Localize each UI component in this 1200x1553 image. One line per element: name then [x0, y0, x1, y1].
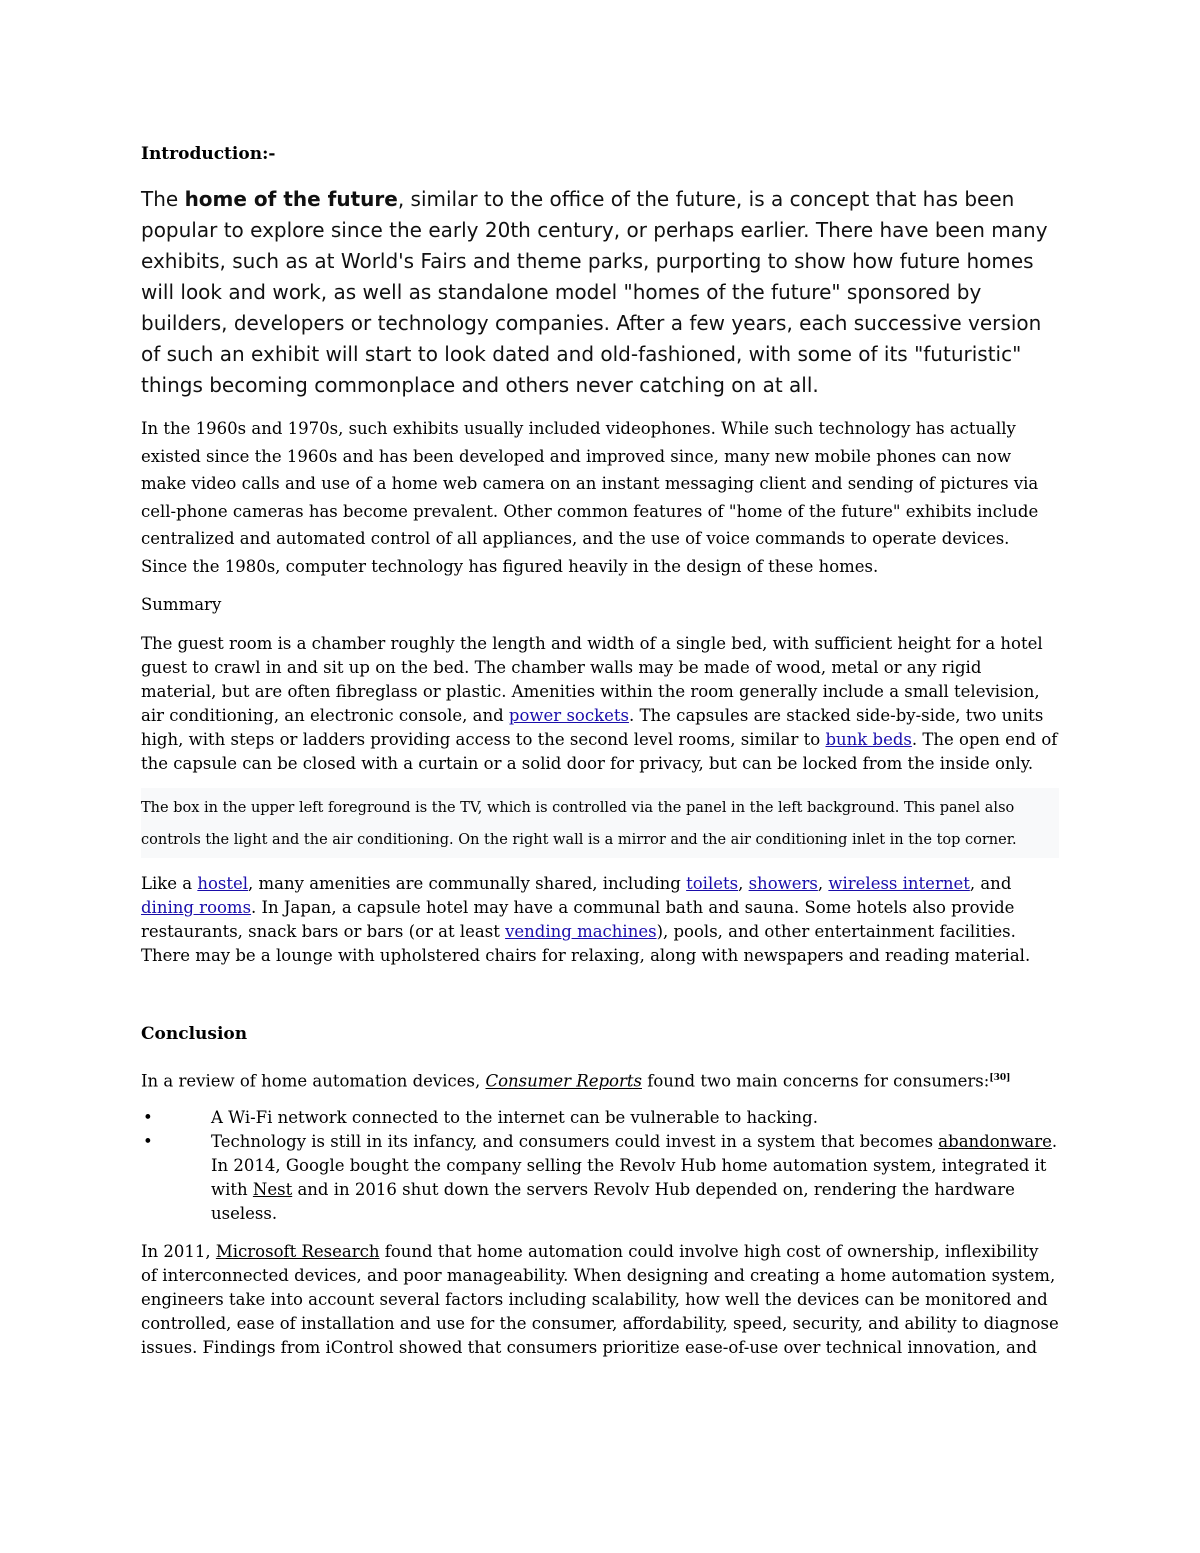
- amenities-text-4: ,: [817, 874, 829, 893]
- wireless-internet-link[interactable]: wireless internet: [828, 874, 970, 893]
- microsoft-research-link[interactable]: Microsoft Research: [215, 1241, 380, 1261]
- document-page: [141, 140, 1059, 1360]
- lead-text-2: found two main concerns for consumers:: [641, 1071, 990, 1091]
- concern-infancy-text-1: Technology is still in its infancy, and consumers could invest in a system that becomes: [211, 1131, 939, 1151]
- list-item: [141, 1130, 1059, 1226]
- amenities-text-1: Like a: [141, 874, 198, 893]
- amenities-paragraph: [141, 872, 1059, 968]
- introduction-heading: Introduction:-: [141, 144, 276, 164]
- amenities-text-6: . In Japan, a capsule hotel may have a communal bath and sauna. Some hotels also provide restaurants, snack bars or bars (or at least: [141, 898, 1015, 941]
- bunk-beds-link[interactable]: bunk beds: [825, 730, 912, 749]
- history-paragraph: In the 1960s and 1970s, such exhibits usually included videophones. While such technology has actually existed since the 1960s and has been developed and improved since, many new mobile phones can now make video calls and use of a home web camera on an instant messaging client and sending of pictures via cell-phone cameras has become prevalent. Other common features of "home of the future" exhibits include centralized and automated control of all appliances, and the use of voice commands to operate devices. Since the 1980s, computer technology has figured heavily in the design of these homes.: [141, 419, 1039, 576]
- amenities-text-2: , many amenities are communally shared, including: [248, 874, 687, 893]
- microsoft-research-paragraph: [141, 1240, 1059, 1360]
- amenities-text-3: ,: [738, 874, 749, 893]
- nest-link[interactable]: Nest: [252, 1179, 293, 1199]
- conclusion-heading: Conclusion: [141, 1024, 248, 1044]
- citation-marker[interactable]: [30]: [989, 1073, 1011, 1083]
- lead-text-1: In a review of home automation devices,: [141, 1071, 486, 1091]
- image-caption-box: The box in the upper left foreground is the TV, which is controlled via the panel in the left background. This panel also controls the light and the air conditioning. On the right wall is a mirror and the air conditioning inlet in the top corner.: [141, 788, 1059, 858]
- concern-infancy-text-2: . In 2014, Google bought the company selling the Revolv Hub home automation system, integrated it with: [211, 1131, 1058, 1199]
- concern-infancy-text-3: and in 2016 shut down the servers Revolv Hub depended on, rendering the hardware useless.: [211, 1179, 1015, 1223]
- vending-machines-link[interactable]: vending machines: [505, 922, 657, 941]
- concern-hacking: A Wi-Fi network connected to the internet can be vulnerable to hacking.: [211, 1107, 818, 1127]
- dining-rooms-link[interactable]: dining rooms: [141, 898, 252, 917]
- bullet-icon: •: [143, 1107, 153, 1127]
- capsule-text-1: The guest room is a chamber roughly the length and width of a single bed, with sufficient height for a hotel guest to crawl in and sit up on the bed. The chamber walls may be made of wood, metal or any rigid material, but are often fibreglass or plastic. Amenities within the room generally include a small television, air conditioning, an electronic console, and: [141, 634, 1043, 725]
- section-spacer: [141, 968, 1059, 1020]
- consumer-reports-link[interactable]: Consumer Reports: [485, 1071, 642, 1091]
- hostel-link[interactable]: hostel: [197, 874, 249, 893]
- capsule-room-paragraph: [141, 632, 1059, 776]
- toilets-link[interactable]: toilets: [686, 874, 739, 893]
- conclusion-lead: [141, 1066, 1059, 1094]
- concerns-list: [141, 1106, 1059, 1226]
- power-sockets-link[interactable]: power sockets: [508, 706, 629, 725]
- amenities-text-7: ), pools, and other entertainment facilities. There may be a lounge with upholstered chairs for relaxing, along with newspapers and reading material.: [141, 922, 1031, 965]
- intro-text-rest: , similar to the office of the future, is a concept that has been popular to explore since the early 20th century, or perhaps earlier. There have been many exhibits, such as at World's Fairs and theme parks, purporting to show how future homes will look and work, as well as standalone model "homes of the future" sponsored by builders, developers or technology companies. After a few years, each successive version of such an exhibit will start to look dated and old-fashioned, with some of its "futuristic" things becoming commonplace and others never catching on at all.: [141, 187, 1048, 397]
- list-item: [141, 1106, 1059, 1130]
- intro-text-start: The: [141, 187, 185, 211]
- amenities-text-5: , and: [969, 874, 1012, 893]
- abandonware-link[interactable]: abandonware: [938, 1131, 1052, 1151]
- ms-text-2: found that home automation could involve high cost of ownership, inflexibility of interconnected devices, and poor manageability. When designing and creating a home automation system, engineers take into account several factors including scalability, how well the devices can be monitored and controlled, ease of installation and use for the consumer, affordability, speed, security, and ability to diagnose issues. Findings from iControl showed that consumers prioritize ease-of-use over technical innovation, and: [141, 1241, 1059, 1357]
- summary-label: Summary: [141, 595, 222, 614]
- capsule-text-3: . The open end of the capsule can be closed with a curtain or a solid door for privacy, but can be locked from the inside only.: [141, 730, 1058, 773]
- ms-text-1: In 2011,: [141, 1241, 216, 1261]
- capsule-text-2: . The capsules are stacked side-by-side, two units high, with steps or ladders providing access to the second level rooms, similar to: [141, 706, 1044, 749]
- bullet-icon: •: [143, 1131, 153, 1151]
- showers-link[interactable]: showers: [748, 874, 818, 893]
- intro-paragraph: [141, 184, 1059, 401]
- intro-bold-term: home of the future: [184, 187, 398, 211]
